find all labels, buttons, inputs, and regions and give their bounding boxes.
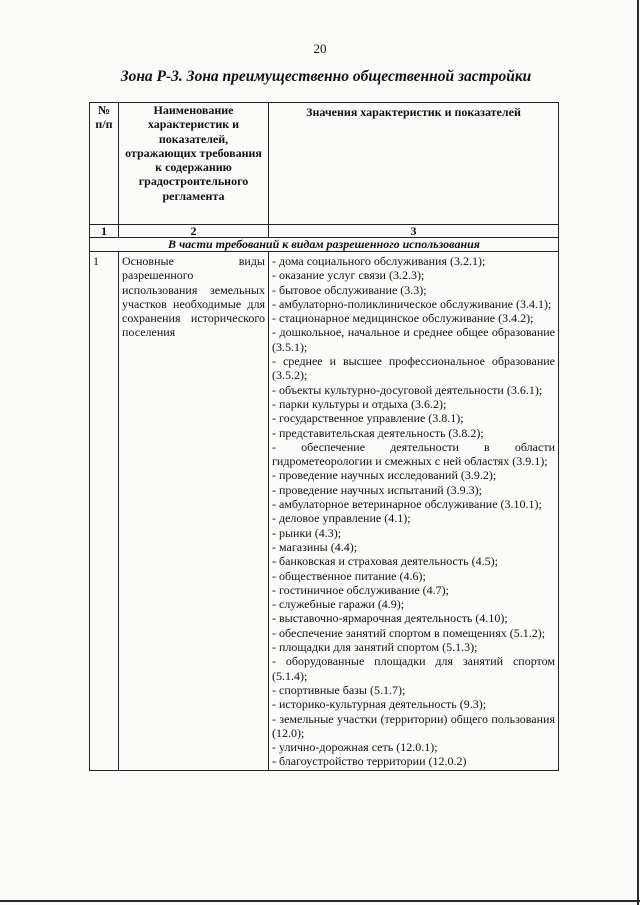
list-item: - гостиничное обслуживание (4.7); (272, 582, 449, 597)
column-number-row (90, 225, 559, 238)
scan-edge (637, 0, 639, 905)
table-row (90, 252, 559, 771)
list-item: - амбулаторно-поликлиническое обслуживание (3.4.1); (272, 296, 552, 311)
list-item: - общественное питание (4.6); (272, 568, 426, 583)
header-row (90, 103, 559, 225)
list-item: - банковская и страховая деятельность (4.5); (272, 554, 498, 569)
list-item: - историко-культурная деятельность (9.3); (272, 697, 487, 712)
scan-edge (0, 900, 640, 902)
list-item: - представительская деятельность (3.8.2); (272, 425, 484, 440)
list-item: - площадки для занятий спортом (5.1.3); (272, 640, 478, 655)
list-item: - оказание услуг связи (3.2.3); (272, 268, 425, 283)
list-item: - объекты культурно-досуговой деятельности (3.6.1); (272, 382, 543, 397)
column-number: 2 (119, 225, 269, 238)
list-item: - благоустройство территории (12.0.2) (272, 754, 467, 769)
list-item: - парки культуры и отдыха (3.6.2); (272, 396, 447, 411)
page-number: 20 (313, 41, 327, 56)
list-item: - проведение научных исследований (3.9.2); (272, 468, 497, 483)
list-item: - дома социального обслуживания (3.2.1); (272, 254, 486, 268)
list-item: - амбулаторное ветеринарное обслуживание (3.10.1); (272, 497, 542, 512)
zone-regulation-table (89, 102, 559, 771)
list-item: - обеспечение занятий спортом в помещениях (5.1.2); (272, 625, 546, 640)
list-item: - бытовое обслуживание (3.3); (272, 282, 427, 297)
header-values: Значения характеристик и показателей (269, 103, 559, 225)
list-item: - государственное управление (3.8.1); (272, 411, 464, 426)
row-name: Основные виды разрешенного использования земельных участков необходимые для сохранения исторического поселения (119, 252, 269, 771)
list-item: - дошкольное, начальное и среднее общее образование (3.5.1); (272, 325, 555, 354)
section-row (90, 238, 559, 252)
list-item: - стационарное медицинское обслуживание (3.4.2); (272, 311, 534, 326)
list-item: - среднее и высшее профессиональное образование (3.5.2); (272, 354, 555, 383)
list-item: - оборудованные площадки для занятий спортом (5.1.4); (272, 654, 555, 683)
header-name: Наименование характеристик и показателей, отражающих требования к содержанию градостроительного регламента (119, 103, 269, 225)
column-number: 1 (90, 225, 119, 238)
list-item: - обеспечение деятельности в области гидрометеорологии и смежных с ней областях (3.9.1); (272, 439, 555, 469)
list-item: - улично-дорожная сеть (12.0.1); (272, 740, 438, 755)
section-title: В части требований к видам разрешенного использования (90, 238, 559, 252)
list-item: - земельные участки (территории) общего пользования (12.0); (272, 711, 555, 740)
list-item: - служебные гаражи (4.9); (272, 597, 405, 612)
list-item: - выставочно-ярмарочная деятельность (4.10); (272, 611, 508, 626)
list-item: - спортивные базы (5.1.7); (272, 682, 406, 697)
column-number: 3 (269, 225, 559, 238)
list-item: - магазины (4.4); (272, 539, 358, 554)
row-values (269, 252, 559, 771)
list-item: - проведение научных испытаний (3.9.3); (272, 482, 482, 497)
list-item: - рынки (4.3); (272, 525, 342, 540)
header-number: № п/п (90, 103, 119, 225)
permitted-uses-list (272, 254, 555, 769)
page-title: Зона Р-3. Зона преимущественно общественной застройки (120, 68, 532, 85)
list-item: - деловое управление (4.1); (272, 511, 411, 526)
row-number: 1 (90, 252, 119, 771)
